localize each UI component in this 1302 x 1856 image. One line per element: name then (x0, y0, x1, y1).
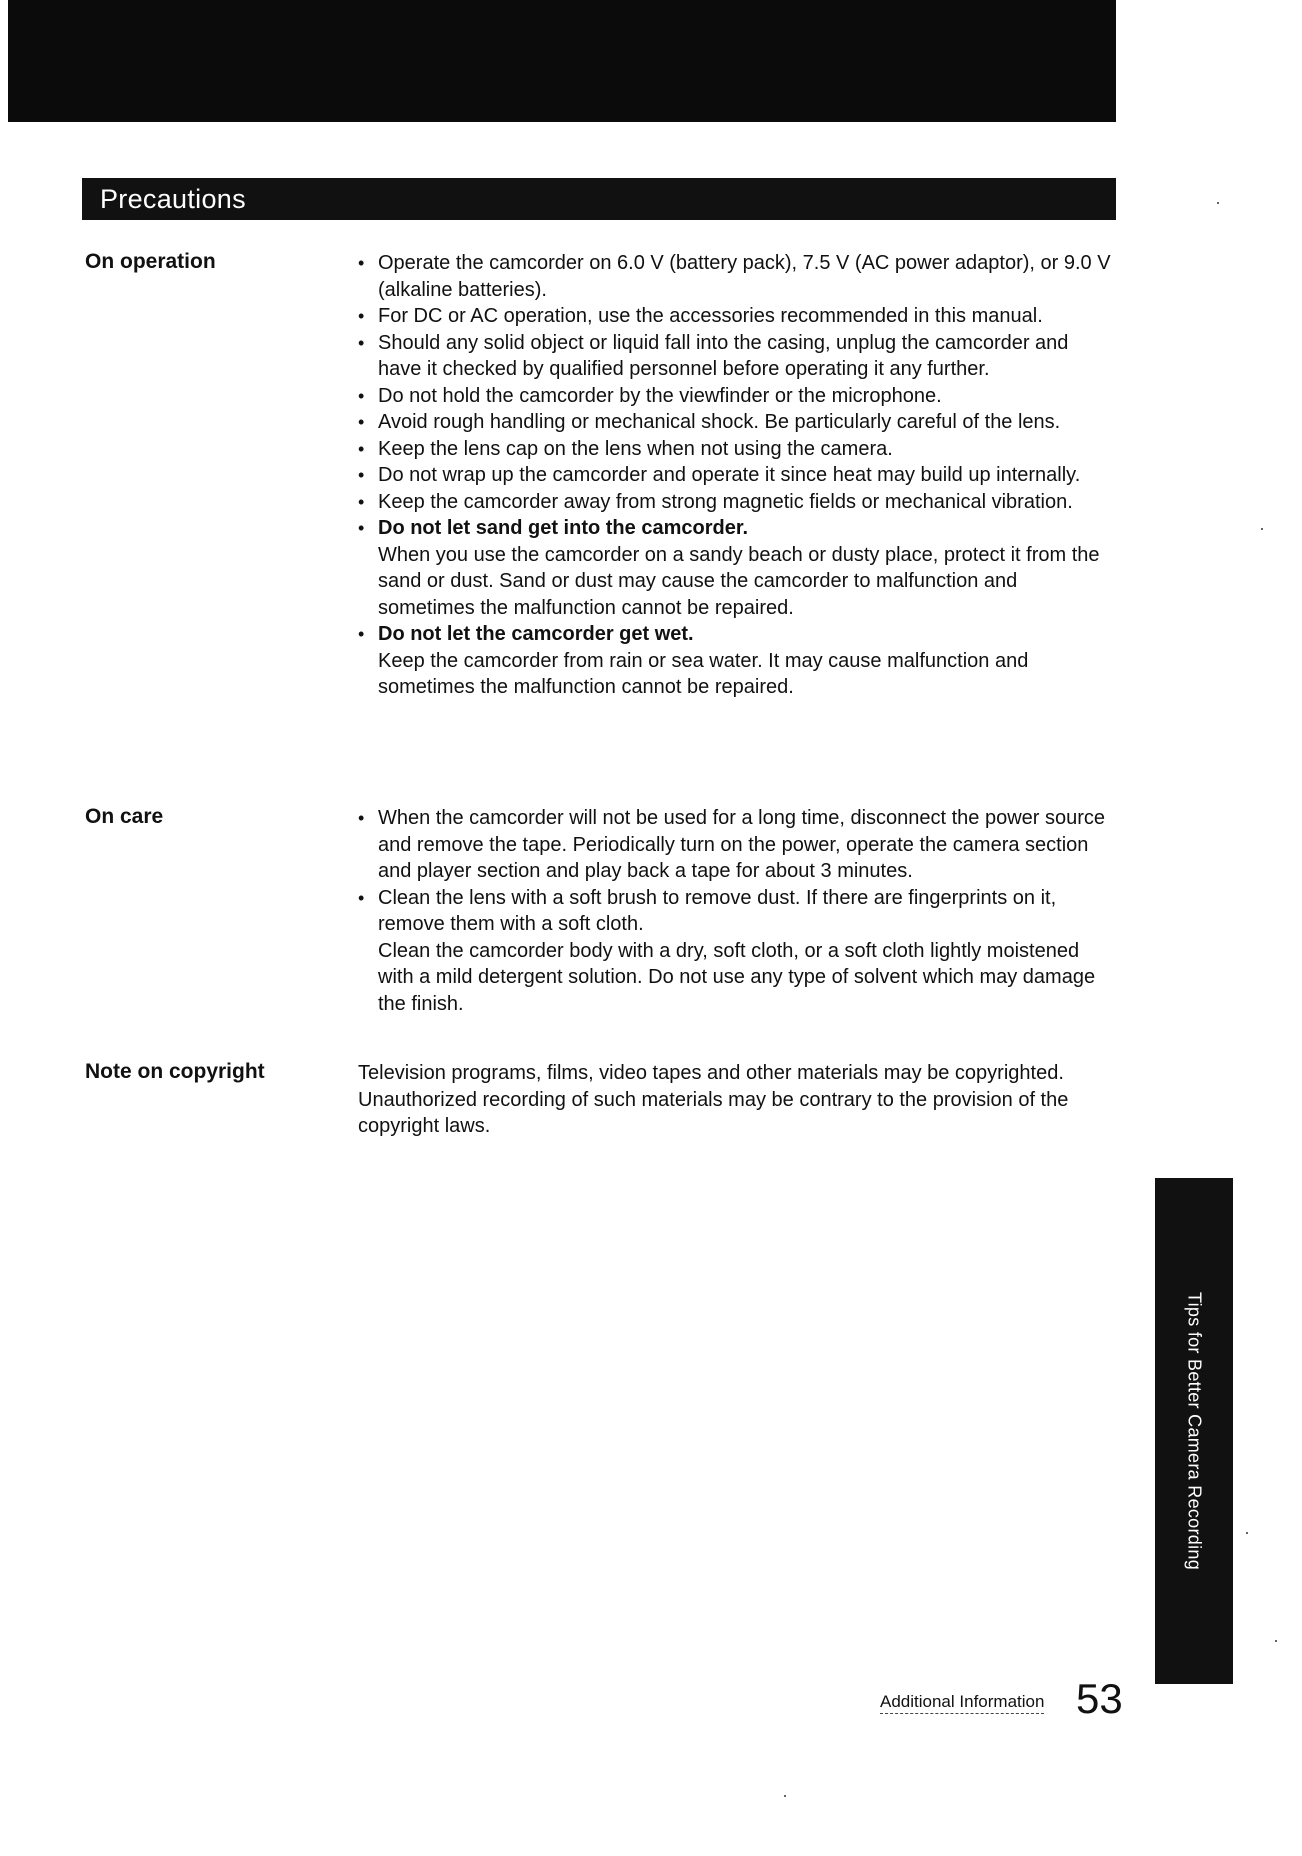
section-label: On care (85, 805, 164, 828)
scan-speck (1217, 202, 1219, 204)
care-list (364, 805, 1116, 1017)
list-item: • Do not wrap up the camcorder and operate it since heat may build up internally. (364, 462, 1116, 489)
chapter-side-tab (1155, 1178, 1233, 1684)
side-tab-label: Tips for Better Camera Recording (1184, 1291, 1205, 1571)
page-title: Precautions (100, 184, 246, 214)
copyright-paragraph: Television programs, films, video tapes and other materials may be copyrighted. Unauthorized recording of such materials may be contrary to the provision of the copyright laws. (358, 1062, 1069, 1137)
list-item: • Keep the camcorder away from strong magnetic fields or mechanical vibration. (364, 489, 1116, 516)
section-label: On operation (85, 250, 216, 273)
scan-speck (1261, 528, 1263, 530)
scan-speck (1275, 1640, 1277, 1642)
item-heading: • Do not let sand get into the camcorder. (378, 517, 749, 539)
operation-list (364, 250, 1116, 701)
list-item: • Do not let the camcorder get wet. Keep the camcorder from rain or sea water. It may cause malfunction and sometimes the malfunction cannot be repaired. (364, 621, 1116, 701)
list-item: • Clean the lens with a soft brush to remove dust. If there are fingerprints on it, remove them with a soft cloth. Clean the camcorder body with a dry, soft cloth, or a soft cloth lightly moistened with a mild detergent solution. Do not use any type of solvent which may damage the finish. (364, 885, 1116, 1018)
item-heading: • Do not let the camcorder get wet. (378, 623, 694, 645)
top-black-band (8, 0, 1116, 122)
scan-speck (784, 1795, 786, 1797)
section-header-bar (82, 178, 1116, 220)
footer-section-label: Additional Information (880, 1692, 1044, 1714)
scan-speck (1246, 1532, 1248, 1534)
list-item: • For DC or AC operation, use the accessories recommended in this manual. (364, 303, 1116, 330)
section-label: Note on copyright (85, 1060, 265, 1083)
list-item: • Keep the lens cap on the lens when not using the camera. (364, 436, 1116, 463)
list-item: • Should any solid object or liquid fall into the casing, unplug the camcorder and have it checked by qualified personnel before operating it any further. (364, 330, 1116, 383)
list-item: • Do not hold the camcorder by the viewfinder or the microphone. (364, 383, 1116, 410)
list-item: • Operate the camcorder on 6.0 V (battery pack), 7.5 V (AC power adaptor), or 9.0 V (alkaline batteries). (364, 250, 1116, 303)
page-number: 53 (1076, 1675, 1123, 1722)
list-item: • When the camcorder will not be used for a long time, disconnect the power source and remove the tape. Periodically turn on the power, operate the camera section and player section and play back a tape for about 3 minutes. (364, 805, 1116, 885)
list-item: • Do not let sand get into the camcorder. When you use the camcorder on a sandy beach or dusty place, protect it from the sand or dust. Sand or dust may cause the camcorder to malfunction and sometimes the malfunction cannot be repaired. (364, 515, 1116, 621)
list-item: • Avoid rough handling or mechanical shock. Be particularly careful of the lens. (364, 409, 1116, 436)
